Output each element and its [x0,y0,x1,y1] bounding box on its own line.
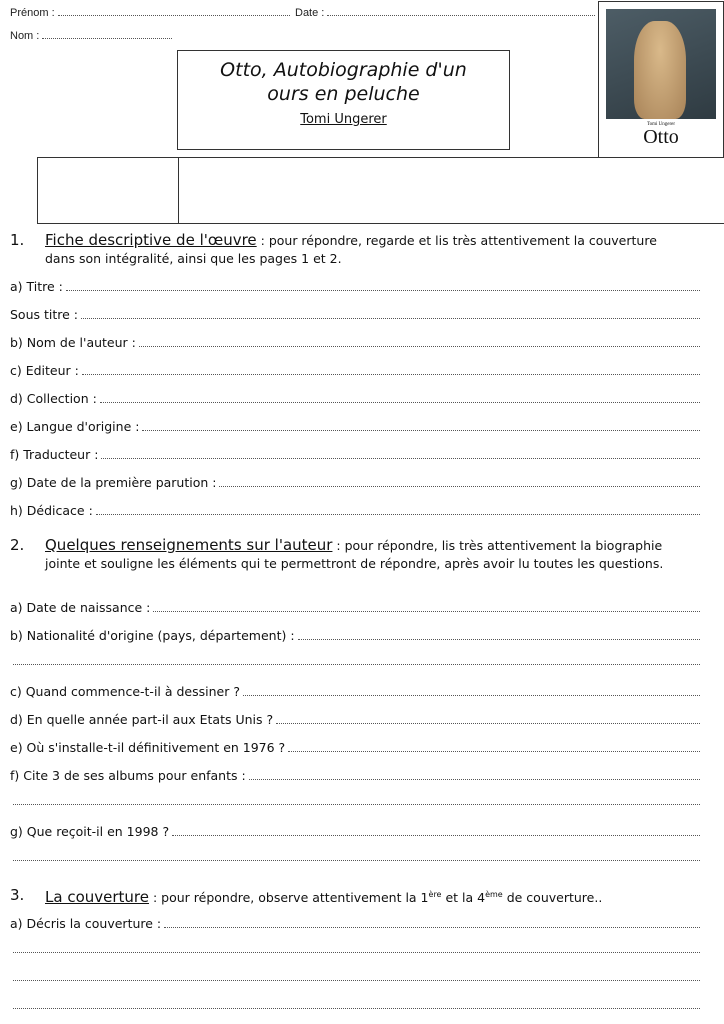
section-number: 2. [10,536,25,554]
question-label: Sous titre : [10,307,79,322]
dotted-line [139,338,700,347]
dotted-line [13,944,700,953]
question-label: f) Traducteur : [10,447,99,462]
table-divider [178,158,179,223]
cover-author: Tomi Ungerer [646,122,676,127]
answer-line[interactable] [10,740,700,755]
section-1-header [10,231,690,268]
instr-part: et la 4 [441,890,486,906]
question-label: a) Décris la couverture : [10,916,162,931]
question-label: h) Dédicace : [10,503,93,518]
question-label: c) Quand commence-t-il à dessiner ? [10,684,240,699]
date-label: Date : [295,7,325,19]
answer-line[interactable] [10,916,700,931]
answer-line[interactable] [10,279,700,294]
answer-line[interactable] [10,307,700,322]
answer-line[interactable] [10,628,700,643]
dotted-line [100,394,700,403]
dotted-line [58,6,290,16]
answer-line[interactable] [10,944,700,953]
answer-line[interactable] [10,419,700,434]
question-label: b) Nationalité d'origine (pays, département) : [10,628,295,643]
dotted-line [13,656,700,665]
dotted-line [13,1000,700,1009]
dotted-line [142,422,700,431]
prenom-label: Prénom : [10,7,55,19]
dotted-line [101,450,700,459]
question-label: f) Cite 3 de ses albums pour enfants : [10,768,246,783]
instr-part: : pour répondre, observe attentivement la 1 [148,890,429,906]
date-field[interactable] [295,6,595,19]
dotted-line [96,506,700,515]
dotted-line [276,715,700,724]
instr-part: de couverture.. [502,890,603,906]
question-label: b) Nom de l'auteur : [10,335,136,350]
superscript: ère [428,890,442,899]
answer-line[interactable] [10,796,700,805]
section-instructions: : pour répondre, regarde et lis très attentivement la couverture dans son intégralité, ainsi que les pages 1 et 2. [45,233,657,266]
prenom-field[interactable] [10,6,290,19]
section-instructions: : pour répondre, lis très attentivement la biographie jointe et souligne les éléments qui te permettront de répondre, après avoir lu toutes les questions. [45,538,664,571]
question-label: a) Titre : [10,279,63,294]
section-2-header [10,536,690,573]
question-label: a) Date de naissance : [10,600,151,615]
section-heading: Fiche descriptive de l'œuvre [45,231,257,249]
dotted-line [164,919,700,928]
question-label: c) Editeur : [10,363,79,378]
dotted-line [66,282,700,291]
book-cover-image [598,1,724,158]
bear-icon [634,21,686,119]
answer-line[interactable] [10,503,700,518]
dotted-line [82,366,700,375]
superscript: ème [485,890,503,899]
section-heading: Quelques renseignements sur l'auteur [45,536,333,554]
section-3-header [10,886,690,907]
book-title [178,58,509,106]
question-label: e) Où s'installe-t-il définitivement en 1976 ? [10,740,286,755]
question-label: g) Que reçoit-il en 1998 ? [10,824,170,839]
answer-line[interactable] [10,1000,700,1009]
dotted-line [13,852,700,861]
dotted-line [298,631,700,640]
section-heading: La couverture [45,888,149,907]
answer-line[interactable] [10,684,700,699]
dotted-line [13,796,700,805]
dotted-line [249,771,700,780]
empty-table [37,157,724,224]
question-label: d) Collection : [10,391,97,406]
answer-line[interactable] [10,475,700,490]
nom-field[interactable] [10,29,172,42]
dotted-line [13,972,700,981]
dotted-line [243,687,700,696]
dotted-line [327,6,595,16]
answer-line[interactable] [10,335,700,350]
dotted-line [81,310,700,319]
answer-line[interactable] [10,363,700,378]
title-line1: Otto, Autobiographie d'un [220,59,467,81]
section-number: 1. [10,231,25,249]
dotted-line [172,827,700,836]
answer-line[interactable] [10,768,700,783]
dotted-line [288,743,700,752]
section-number: 3. [10,886,25,904]
answer-line[interactable] [10,824,700,839]
teddy-bear-illustration [606,9,716,119]
dotted-line [219,478,700,487]
answer-line[interactable] [10,600,700,615]
question-label: e) Langue d'origine : [10,419,140,434]
answer-line[interactable] [10,712,700,727]
answer-line[interactable] [10,391,700,406]
answer-line[interactable] [10,656,700,665]
cover-title: Otto [643,126,679,148]
dotted-line [153,603,700,612]
title-box [177,50,510,150]
nom-label: Nom : [10,30,40,42]
dotted-line [42,29,172,39]
book-author: Tomi Ungerer [300,112,387,127]
question-label: g) Date de la première parution : [10,475,217,490]
title-line2: ours en peluche [267,83,420,105]
answer-line[interactable] [10,972,700,981]
answer-line[interactable] [10,447,700,462]
question-label: d) En quelle année part-il aux Etats Unis ? [10,712,274,727]
answer-line[interactable] [10,852,700,861]
